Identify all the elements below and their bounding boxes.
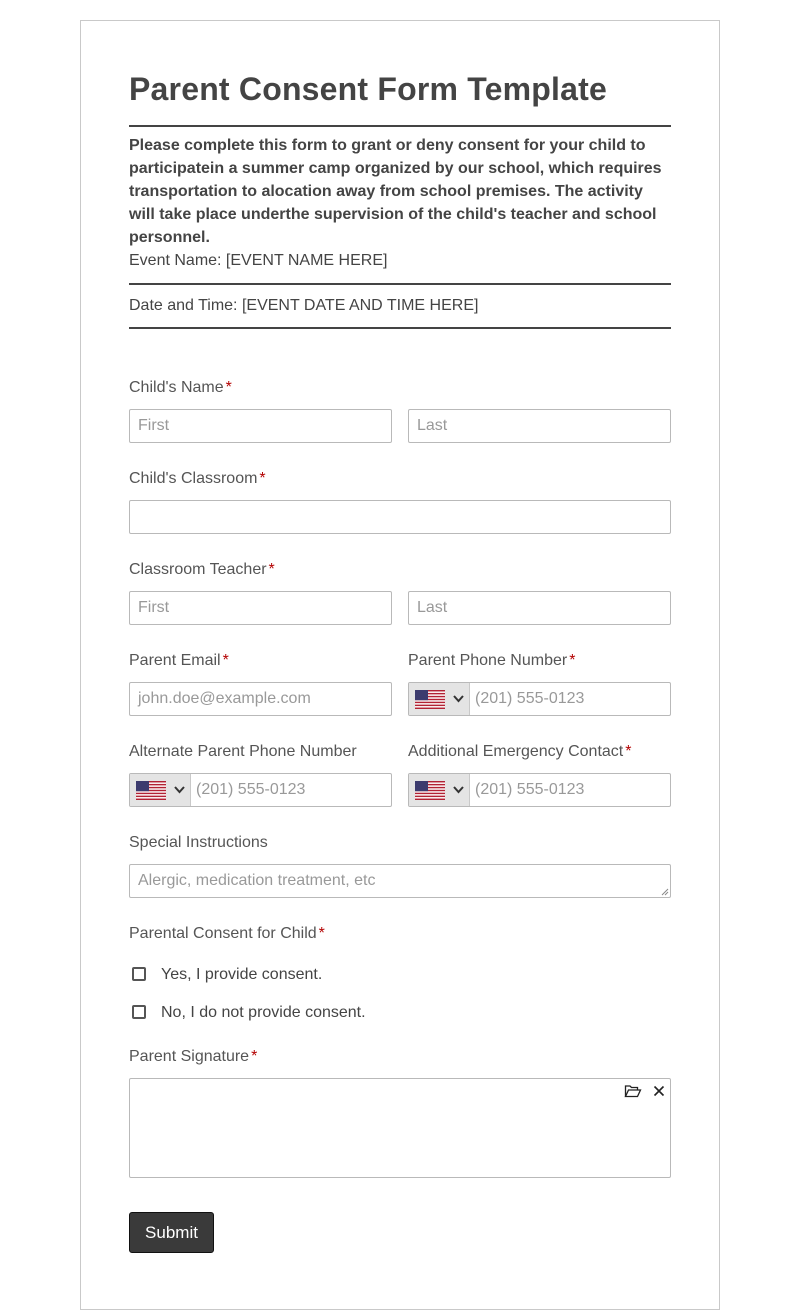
- special-instructions-label: [129, 834, 268, 852]
- child-name-label-text: Child's Name: [129, 379, 224, 396]
- required-marker: *: [318, 925, 325, 942]
- country-select[interactable]: [409, 683, 470, 715]
- phone-placeholder: (201) 555-0123: [475, 781, 585, 798]
- emergency-contact-input[interactable]: [408, 773, 671, 807]
- event-divider: [129, 283, 671, 285]
- parent-email-label: [129, 652, 229, 670]
- country-select[interactable]: [130, 774, 191, 806]
- emergency-contact-label: [408, 743, 631, 761]
- required-marker: *: [625, 743, 632, 760]
- page-title: Parent Consent Form Template: [129, 71, 607, 107]
- required-marker: *: [251, 1048, 258, 1065]
- parent-phone-input[interactable]: [408, 682, 671, 716]
- parent-phone-label-text: Parent Phone Number: [408, 652, 568, 669]
- parent-email-label-text: Parent Email: [129, 652, 221, 669]
- consent-yes-checkbox[interactable]: [132, 967, 146, 981]
- alternate-phone-input[interactable]: [129, 773, 392, 807]
- required-marker: *: [222, 652, 229, 669]
- phone-placeholder: (201) 555-0123: [196, 781, 306, 798]
- child-classroom-label-text: Child's Classroom: [129, 470, 258, 487]
- parent-email-input[interactable]: john.doe@example.com: [129, 682, 392, 716]
- us-flag-icon: [415, 690, 445, 709]
- alternate-phone-label: [129, 743, 357, 761]
- phone-placeholder: (201) 555-0123: [475, 690, 585, 707]
- close-icon[interactable]: [653, 1085, 665, 1097]
- consent-label-text: Parental Consent for Child: [129, 925, 317, 942]
- special-instructions-label-text: Special Instructions: [129, 834, 268, 851]
- child-name-label: [129, 379, 232, 397]
- classroom-teacher-label-text: Classroom Teacher: [129, 561, 267, 578]
- chevron-down-icon: [453, 694, 464, 703]
- child-last-name-input[interactable]: Last: [408, 409, 671, 443]
- signature-label: [129, 1048, 257, 1066]
- child-first-name-input[interactable]: First: [129, 409, 392, 443]
- form-description: Please complete this form to grant or deny consent for your child to participatein a summer camp organized by our school, which requires transportation to alocation away from school premises. The activity will take place underthe supervision of the child's teacher and school personnel.: [129, 137, 662, 246]
- consent-no-label: No, I do not provide consent.: [161, 1004, 366, 1021]
- us-flag-icon: [415, 781, 445, 800]
- consent-yes-option[interactable]: [129, 962, 429, 986]
- us-flag-icon: [136, 781, 166, 800]
- consent-no-option[interactable]: [129, 1000, 429, 1024]
- teacher-last-name-input[interactable]: Last: [408, 591, 671, 625]
- header-divider: [129, 327, 671, 329]
- required-marker: *: [225, 379, 232, 396]
- form-card: [80, 20, 720, 1310]
- signature-pad[interactable]: [129, 1078, 671, 1178]
- required-marker: *: [268, 561, 275, 578]
- signature-label-text: Parent Signature: [129, 1048, 250, 1065]
- child-classroom-label: [129, 470, 266, 488]
- consent-no-checkbox[interactable]: [132, 1005, 146, 1019]
- child-classroom-input[interactable]: [129, 500, 671, 534]
- consent-label: [129, 925, 325, 943]
- special-instructions-placeholder: Alergic, medication treatment, etc: [138, 872, 376, 889]
- required-marker: *: [569, 652, 576, 669]
- special-instructions-textarea[interactable]: [129, 864, 671, 898]
- consent-yes-label: Yes, I provide consent.: [161, 966, 323, 983]
- required-marker: *: [259, 470, 266, 487]
- emergency-contact-label-text: Additional Emergency Contact: [408, 743, 624, 760]
- event-name: Event Name: [EVENT NAME HERE]: [129, 252, 388, 269]
- teacher-first-name-input[interactable]: First: [129, 591, 392, 625]
- parent-phone-label: [408, 652, 575, 670]
- alternate-phone-label-text: Alternate Parent Phone Number: [129, 743, 357, 760]
- event-date-time: Date and Time: [EVENT DATE AND TIME HERE]: [129, 297, 479, 314]
- chevron-down-icon: [174, 785, 185, 794]
- country-select[interactable]: [409, 774, 470, 806]
- resize-handle-icon[interactable]: [661, 888, 669, 896]
- chevron-down-icon: [453, 785, 464, 794]
- folder-open-icon[interactable]: [624, 1084, 642, 1098]
- classroom-teacher-label: [129, 561, 275, 579]
- submit-button[interactable]: Submit: [129, 1212, 214, 1253]
- title-divider: [129, 125, 671, 127]
